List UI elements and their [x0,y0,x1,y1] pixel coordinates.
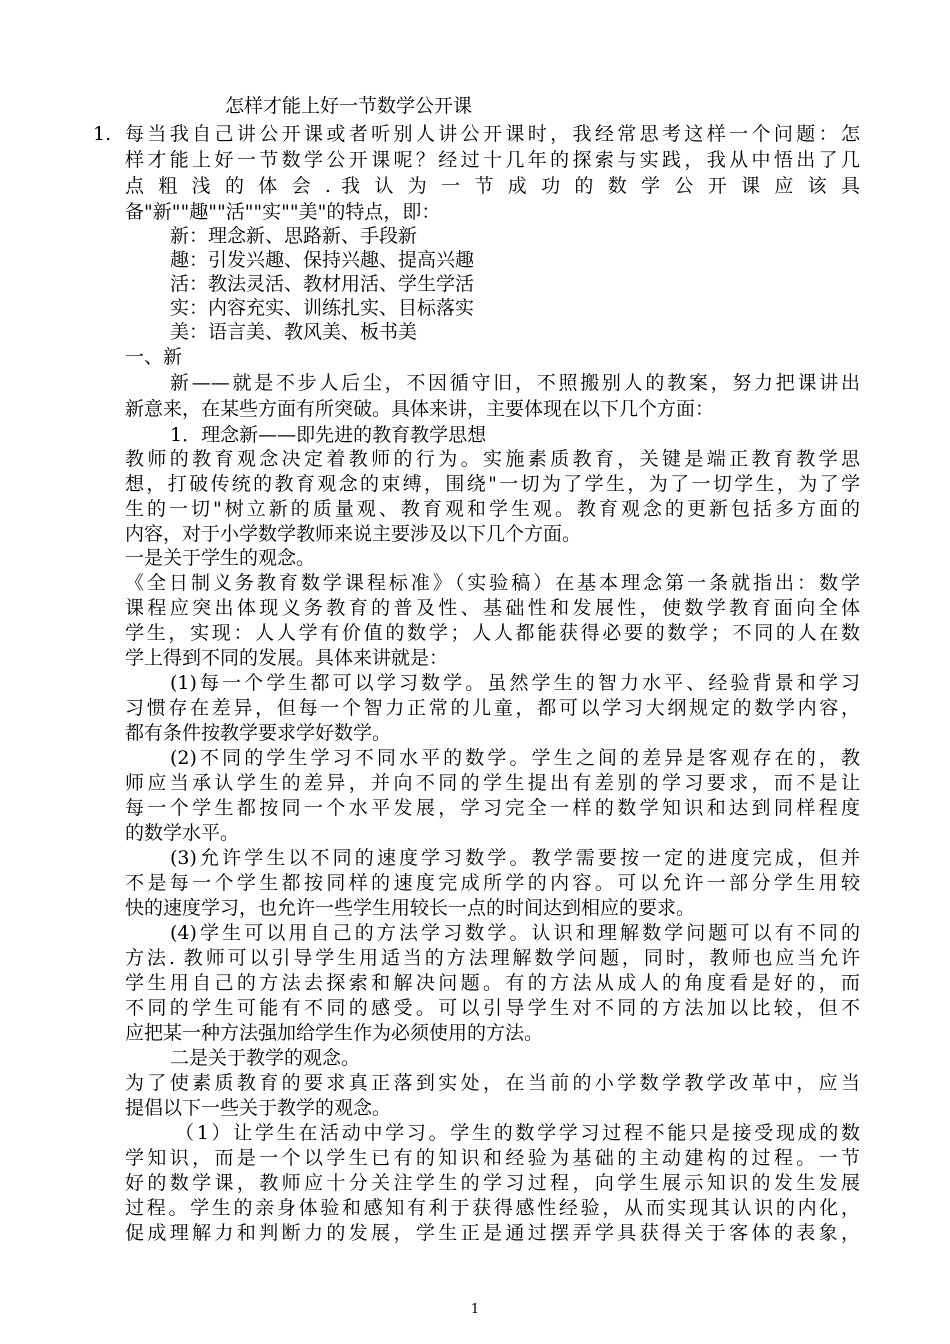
text-line: 活：教法灵活、教材用活、学生学活 [170,273,475,295]
list-number: 1. [93,123,112,145]
text-line: (1)每一个学生都可以学习数学。虽然学生的智力水平、经验背景和学习 [170,672,860,694]
text-line: 备"新""趣""活""实""美"的特点，即： [125,201,441,223]
text-line: 教师的教育观念决定着教师的行为。实施素质教育，关键是端正教育教学思 [125,448,860,470]
page-number: 1 [470,1302,480,1317]
text-line: 新：理念新、思路新、手段新 [170,225,418,247]
text-line: 想，打破传统的教育观念的束缚，围绕"一切为了学生，为了一切学生，为了学 [125,473,860,495]
section-heading: 一、新 [125,346,183,368]
text-line: 学知识，而是一个以学生已有的知识和经验为基础的主动建构的过程。一节 [125,1147,860,1169]
text-line: 好的数学课，教师应十分关注学生的学习过程，向学生展示知识的发生发展 [125,1172,860,1194]
text-line: 生的一切"树立新的质量观、教育观和学生观。教育观念的更新包括多方面的 [125,498,860,520]
text-line: 习惯存在差异，但每一个智力正常的儿童，都可以学习大纲规定的数学内容， [125,697,860,719]
text-line: 二是关于教学的观念。 [170,1047,361,1069]
text-line: 一是关于学生的观念。 [125,547,316,569]
text-line: 促成理解力和判断力的发展，学生正是通过摆弄学具获得关于客体的表象， [125,1222,860,1244]
text-line: (4)学生可以用自己的方法学习数学。认识和理解数学问题可以有不同的 [170,922,860,944]
text-line: 不是每一个学生都按同样的速度完成所学的内容。可以允许一部分学生用较 [125,872,860,894]
text-line: 提倡以下一些关于教学的观念。 [125,1097,392,1119]
text-line: 1．理念新——即先进的教育教学思想 [170,424,487,446]
text-line: 都有条件按教学要求学好数学。 [125,722,392,744]
text-line: 的数学水平。 [125,822,240,844]
text-line: (3)允许学生以不同的速度学习数学。教学需要按一定的进度完成，但并 [170,847,860,869]
text-line: 每当我自己讲公开课或者听别人讲公开课时，我经常思考这样一个问题：怎 [125,123,860,145]
text-line: 师应当承认学生的差异，并向不同的学生提出有差别的学习要求，而不是让 [125,772,860,794]
text-line: 学生，实现：人人学有价值的数学；人人都能获得必要的数学；不同的人在数 [125,622,860,644]
text-line: 学生用自己的方法去探索和解决问题。有的方法从成人的角度看是好的，而 [125,972,860,994]
text-line: 样才能上好一节数学公开课呢？经过十几年的探索与实践，我从中悟出了几 [125,149,860,171]
text-line: 点 粗 浅 的 体 会 . 我 认 为 一 节 成 功 的 数 学 公 开 课 应 该 具 [125,175,860,197]
text-line: 新意来，在某些方面有所突破。具体来讲，主要体现在以下几个方面： [125,398,715,420]
text-line: 为了使素质教育的要求真正落到实处，在当前的小学数学教学改革中，应当 [125,1072,860,1094]
text-line: 不同的学生可能有不同的感受。可以引导学生对不同的方法加以比较，但不 [125,997,860,1019]
text-line: 美：语言美、教风美、板书美 [170,321,418,343]
text-line: （1）让学生在活动中学习。学生的数学学习过程不能只是接受现成的数 [175,1122,860,1144]
text-line: 方法. 教师可以引导学生用适当的方法理解数学问题，同时，教师也应当允许 [125,947,860,969]
text-line: 每一个学生都按同一个水平发展，学习完全一样的数学知识和达到同样程度 [125,797,860,819]
text-line: 快的速度学习，也允许一些学生用较长一点的时间达到相应的要求。 [125,897,696,919]
text-line: 《全日制义务教育数学课程标准》（实验稿）在基本理念第一条就指出：数学 [125,572,860,594]
text-line: (2)不同的学生学习不同水平的数学。学生之间的差异是客观存在的，教 [170,747,860,769]
text-line: 过程。学生的亲身体验和感知有利于获得感性经验，从而实现其认识的内化， [125,1197,860,1219]
text-line: 新——就是不步人后尘，不因循守旧，不照搬别人的教案，努力把课讲出 [170,372,860,394]
text-line: 趣：引发兴趣、保持兴趣、提高兴趣 [170,249,475,271]
page-title: 怎样才能上好一节数学公开课 [225,95,473,117]
text-line: 内容，对于小学数学教师来说主要涉及以下几个方面。 [125,523,582,545]
text-line: 实：内容充实、训练扎实、目标落实 [170,297,475,319]
text-line: 应把某一种方法强加给学生作为必须使用的方法。 [125,1022,544,1044]
text-line: 课程应突出体现义务教育的普及性、基础性和发展性，使数学教育面向全体 [125,597,860,619]
text-line: 学上得到不同的发展。具体来讲就是： [125,647,449,669]
